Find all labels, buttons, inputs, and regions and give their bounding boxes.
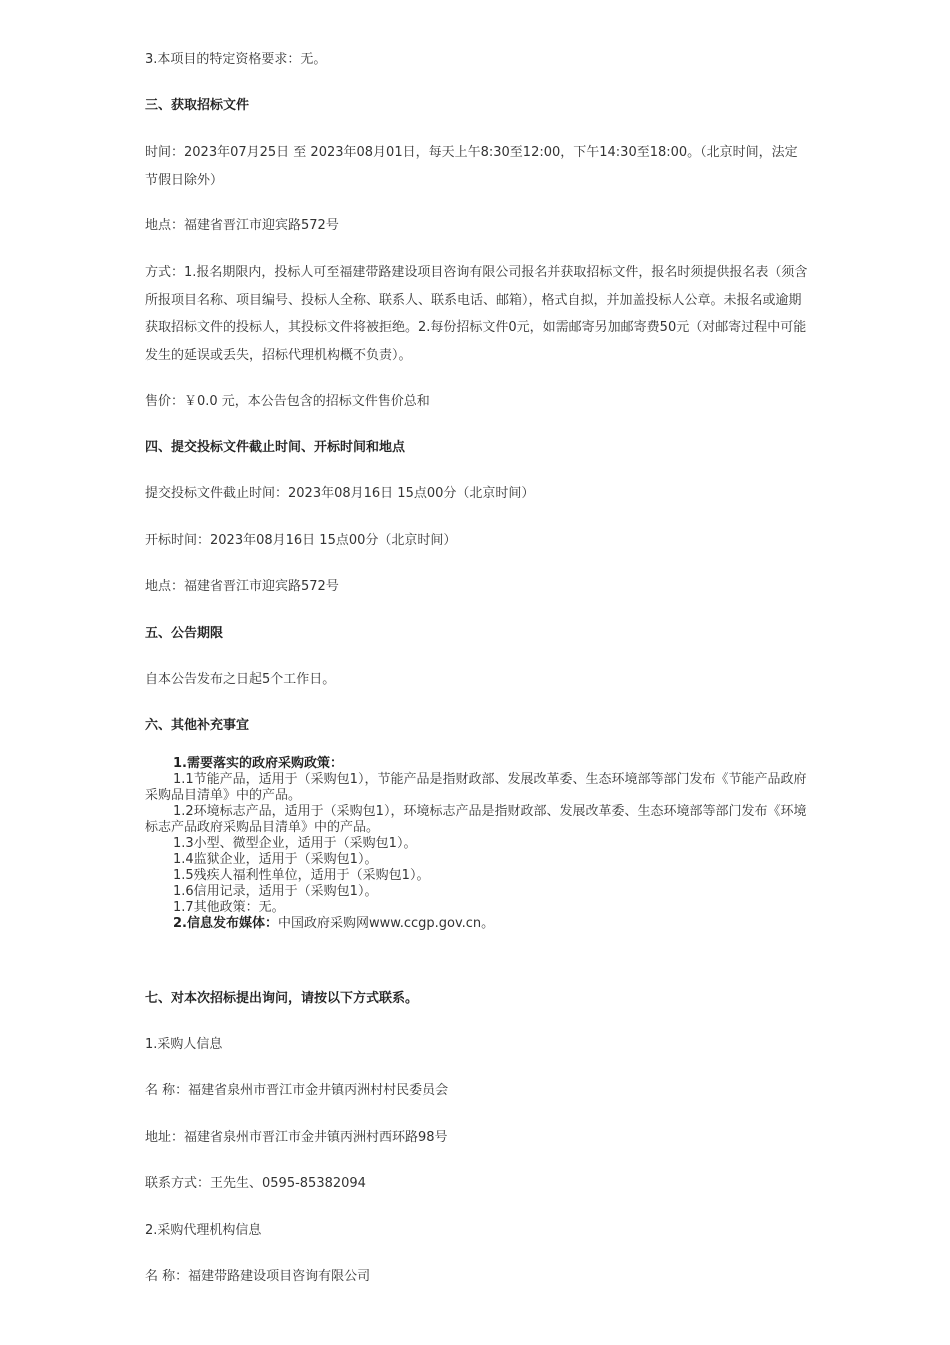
buyer-name: 名 称：福建省泉州市晋江市金井镇丙洲村村民委员会 (145, 1083, 449, 1098)
section-3-heading: 三、获取招标文件 (145, 98, 250, 113)
buyer-contact: 联系方式：王先生、0595-85382094 (145, 1176, 366, 1191)
section-5-heading: 五、公告期限 (145, 626, 224, 641)
section-6-heading: 六、其他补充事宜 (145, 718, 250, 733)
buyer-title: 1.采购人信息 (145, 1037, 223, 1052)
policy-item: 1.4监狱企业，适用于（采购包1）。 (173, 852, 378, 867)
section-4-heading: 四、提交投标文件截止时间、开标时间和地点 (145, 440, 406, 455)
policy-item: 1.5残疾人福利性单位，适用于（采购包1）。 (173, 868, 430, 883)
media-value: 中国政府采购网www.ccgp.gov.cn。 (277, 916, 495, 931)
section-7-heading: 七、对本次招标提出询问，请按以下方式联系。 (145, 991, 419, 1006)
agency-title: 2.采购代理机构信息 (145, 1223, 262, 1238)
policy-title: 1.需要落实的政府采购政策： (173, 756, 343, 771)
section-4-opening: 开标时间：2023年08月16日 15点00分（北京时间） (145, 533, 457, 548)
policy-list (145, 756, 817, 932)
buyer-address: 地址：福建省泉州市晋江市金井镇丙洲村西环路98号 (145, 1130, 448, 1145)
policy-item: 1.6信用记录，适用于（采购包1）。 (173, 884, 378, 899)
qualification-text: 3.本项目的特定资格要求：无。 (145, 52, 327, 67)
policy-item: 1.1节能产品，适用于（采购包1），节能产品是指财政部、发展改革委、生态环境部等部门发布《节能产品政府采购品目清单》中的产品。 (145, 772, 807, 803)
section-4-place: 地点：福建省晋江市迎宾路572号 (145, 579, 339, 594)
media-label: 2.信息发布媒体： (173, 916, 278, 931)
section-5-text: 自本公告发布之日起5个工作日。 (145, 672, 336, 687)
section-4-deadline: 提交投标文件截止时间：2023年08月16日 15点00分（北京时间） (145, 486, 535, 501)
policy-item: 1.3小型、微型企业，适用于（采购包1）。 (173, 836, 417, 851)
section-3-price: 售价：￥0.0 元，本公告包含的招标文件售价总和 (145, 394, 430, 409)
policy-item: 1.2环境标志产品，适用于（采购包1），环境标志产品是指财政部、发展改革委、生态环境部等部门发布《环境标志产品政府采购品目清单》中的产品。 (145, 804, 807, 835)
media-line (145, 916, 817, 932)
policy-item: 1.7其他政策：无。 (173, 900, 285, 915)
agency-name: 名 称：福建带路建设项目咨询有限公司 (145, 1269, 371, 1284)
section-3-place: 地点：福建省晋江市迎宾路572号 (145, 218, 339, 233)
section-3-time: 时间：2023年07月25日 至 2023年08月01日，每天上午8:30至12:00，下午14:30至18:00。（北京时间，法定节假日除外） (145, 145, 798, 188)
section-3-method: 方式：1.报名期限内，投标人可至福建带路建设项目咨询有限公司报名并获取招标文件，报名时须提供报名表（须含所报项目名称、项目编号、投标人全称、联系人、联系电话、邮箱），格式自拟，并加盖投标人公章。未报名或逾期获取招标文件的投标人，其投标文件将被拒绝。2.每份招标文件0元，如需邮寄另加邮寄费50元（对邮寄过程中可能发生的延误或丢失，招标代理机构概不负责）。 (145, 265, 808, 363)
